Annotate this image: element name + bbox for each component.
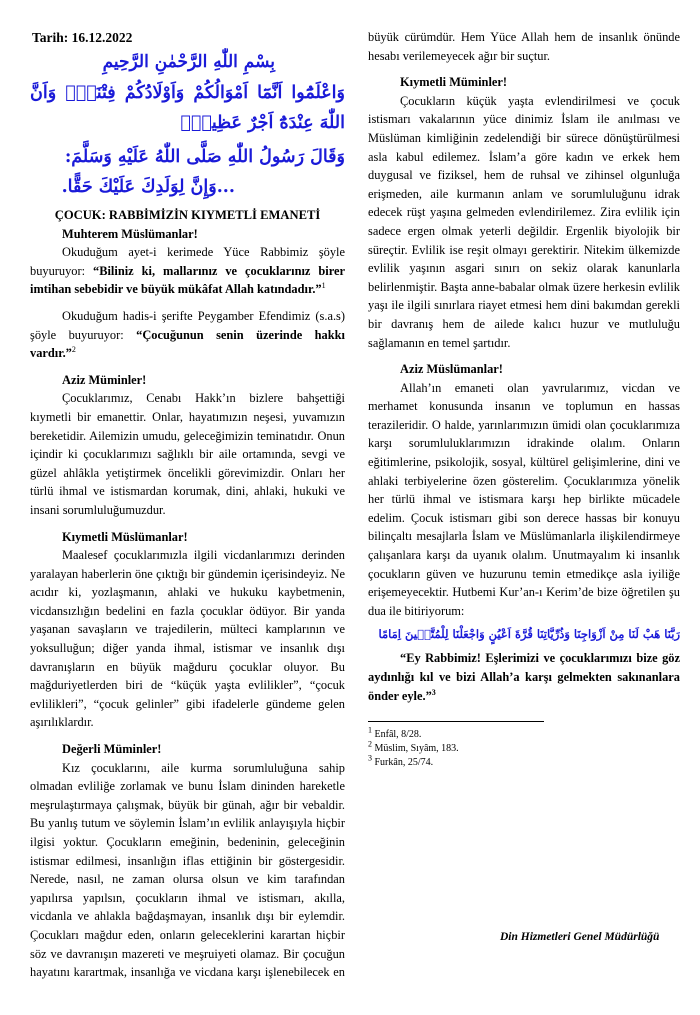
hadis-translation: “Çocuğunun senin üzerinde hakkı vardır.” bbox=[30, 327, 345, 361]
paragraph: Allah’ın emaneti olan yavrularımız, vicdan ve merhamet konusunda insanın ve toplumun en hassas terazileridir. O halde, yarınlarımızın ümidi olan çocuklarımıza karşı sorumluluklarımızın idrakinde olalım. Onların eğitimlerine, psikolojik, sosyal, kültürel gelişimlerine, dini ve ahlaki terbiyelerine özen gösterelim. Çocuklarımıza yönelik her türlü ihmal ve istismara karşı hep birlikte mücadele edelim. Çocuk istismarı gibi son derece hassas bir konuyu bilinçaltı mesajlarla İslam ve Müslümanlarla ilişkilendirmeye çalışanlara karşı da uyanık olalım. Unutmayalım ki insanlık çocukların güven ve huzurunu temin etmedikçe asla iyiliğe erişemeyecektir. Hutbemi Kur’an-ı Kerim’de bize öğretilen şu dua ile bitiriyorum: bbox=[368, 380, 680, 618]
dua-translation-text: “Ey Rabbimiz! Eşlerimizi ve çocuklarımızı bize göz aydınlığı kıl ve bizi Allah’a karşı gelmekten sakınanlara önder eyle.” bbox=[368, 651, 680, 703]
basmala-calligraphy: بِسْمِ اللّٰهِ الرَّحْمٰنِ الرَّحِيمِ bbox=[102, 52, 275, 72]
footnote-ref: 3 bbox=[431, 687, 436, 697]
dua-arabic: رَبَّنَا هَبْ لَنَا مِنْ اَزْوَاجِنَا وَذُرِّيَّاتِنَا قُرَّةَ اَعْيُنٍ وَاجْعَلْنَا لِلْمُتَّق۪ينَ اِمَامًا bbox=[378, 627, 680, 642]
paragraph: Çocuklarımız, Cenabı Hakk’ın bizlere bahşettiği kıymetli bir emanettir. Onlar, hayatımızın neşesi, yuvamızın bereketidir. Ailemizin umudu, geleceğimizin teminatıdır. Onun içindir ki çocuklarımızı sağlıklı bir aile ortamında, sevgi ve güzel ahlâkla yetiştirmek öncelikli görevimizdir. Onları her türlü ihmal ve istismardan korumak, dini, ahlaki, hukuki ve insani sorumluluğumuzdur. bbox=[30, 391, 345, 517]
hadis-arabic: ...وَإِنَّ لِوَلَدِكَ عَلَيْكَ حَقًّا. bbox=[61, 177, 235, 197]
footnote-text: Müslim, Sıyâm, 183. bbox=[372, 743, 459, 755]
paragraph: Okuduğum hadis-i şerifte Peygamber Efendimiz (s.a.s) şöyle buyuruyor: “Çocuğunun senin üzerinde hakkı vardır.”$^2$ bbox=[30, 308, 345, 361]
section-heading: Değerli Müminler! bbox=[62, 742, 162, 757]
footnote-text: Furkân, 25/74. bbox=[372, 757, 434, 769]
paragraph: Okuduğum ayet-i kerimede Yüce Rabbimiz şöyle buyuruyor: “Biliniz ki, mallarınız ve çocuklarınız birer imtihan sebebidir ve büyük mükâfat Allah katındadır.”$^1$ bbox=[30, 245, 345, 297]
footnote-ref: 2 bbox=[71, 345, 76, 355]
section-heading: Aziz Müminler! bbox=[62, 372, 147, 387]
footnote bbox=[368, 739, 680, 756]
paragraph: Maalesef çocuklarımızla ilgili vicdanlarımızı derinden yaralayan haberlerin öne çıktığı bir gündemin içerisindeyiz. Ne acıdır ki, yozlaşmanın, ahlaki ve hukuku kaybetmenin, vicdansızlığın bedelini en fazla çocuklar ödüyor. Bir yanda yaşanan savaşların ve trajedilerin, mülteci kamplarının ve yoksulluğun; diğer yanda ihmal, istismar ve insanlık dışı davranışların en büyük mağduru çocuklar oluyor. Bu mağduriyetlerden biri de “küçük yaşta evlilikler”, “çocuk evlilikleri”, “çocuk gelinler” gibi ifadelerle gündeme gelen aşırılıklardır. bbox=[30, 548, 345, 730]
footnote-ref: 1 bbox=[321, 281, 326, 291]
footnote-number: 3 bbox=[368, 753, 372, 763]
left-column bbox=[30, 28, 345, 982]
paragraph-continuation: büyük cürümdür. Hem Yüce Allah hem de insanlık önünde hesabı verilemeyecek ağır bir suçtur. bbox=[368, 30, 680, 63]
footnote-text: Enfâl, 8/28. bbox=[372, 729, 422, 741]
paragraph: Kız çocuklarını, aile kurma sorumluluğuna sahip olmadan evliliğe zorlamak ve bunu İslam dininden hareketle meşrulaştırmaya çalışmak, büyük bir günah, ağır bir vebaldir. Bu yanlış tutum ve söylemin İslam’ın evlilik anlayışıyla hiçbir ilgisi yoktur. Çocukların emeğinin, bedeninin, geleceğinin istismar edilmesi, insanlığın iflas ettiğinin bir göstergesidir. Nerede, nasıl, ne zaman olursa olsun ve kim tarafından yapılırsa yapılsın, çocukların ihmal ve istismarı, akılla, vicdanla ve ahlakla bağdaşmayan, insanlık dışı bir eylemdir. Çocukları mağdur eden, onların geleceklerini karartan hiçbir söz ve davranışın mazereti ve meşruiyeti olamaz. Bir çocuğun hayatını karartmak, insanlığa ve vicdana karşı işlenebilecek en bbox=[30, 760, 345, 980]
sermon-title: ÇOCUK: RABBİMİZİN KIYMETLİ EMANETİ bbox=[54, 208, 321, 222]
hadis-intro-arabic: وَقَالَ رَسُولُ اللّٰهِ صَلَّى اللّٰهُ عَلَيْهِ وَسَلَّمَ: bbox=[64, 147, 345, 167]
footnote bbox=[368, 725, 680, 742]
footnote-number: 2 bbox=[368, 739, 372, 749]
section-heading: Kıymetli Müslümanlar! bbox=[62, 529, 188, 544]
footnote-divider bbox=[368, 721, 544, 722]
signature: Din Hizmetleri Genel Müdürlüğü bbox=[500, 931, 660, 943]
section-heading: Kıymetli Müminler! bbox=[400, 75, 508, 90]
paragraph: Çocukların küçük yaşta evlendirilmesi ve çocuk istismarı vakalarının yüce dinimiz İslam ile anılması ve Müslüman kimliğinin zedelendiği bir sürece dönüştürülmesi asla kabul edilemez. İslam’a göre kadın ve erkek hem duygusal ve fiziksel, hem de ruhsal ve zihinsel olgunluğa erişmeden, aile kurmanın anlam ve sorumluluğunu idrak edecek rüşt yaşına gelmeden evlendirilemez. Zira evlilik için sadece ergen olmak yeterli değildir. Ergenlik biyolojik bir süreçtir. Evlilik ise reşit olmayı gerektirir. Nitekim ülkemizde evlilik yaşının asgari sınırı on sekiz olarak kanunlarla belirlenmiştir. Başta anne-babalar olmak üzere herkesin evlilik yaşı ile ilgili sınırlara riayet etmesi hem dini bakımdan gerekli bir davranış hem de ailede kalıcı huzur ve mutluluğu sağlamanın en temel şartıdır. bbox=[368, 93, 680, 350]
date-label: Tarih: 16.12.2022 bbox=[32, 30, 133, 45]
section-heading: Muhterem Müslümanlar! bbox=[62, 226, 198, 241]
right-column bbox=[368, 28, 680, 770]
dua-translation bbox=[368, 649, 680, 705]
section-heading: Aziz Müslümanlar! bbox=[400, 362, 503, 377]
footnote-number: 1 bbox=[368, 725, 372, 735]
footnote bbox=[368, 753, 680, 770]
ayet-translation: “Biliniz ki, mallarınız ve çocuklarınız birer imtihan sebebidir ve büyük mükâfat Allah katındadır.” bbox=[30, 263, 345, 297]
ayet-arabic: وَاعْلَمُٓوا اَنَّمَٓا اَمْوَالُكُمْ وَاَوْلَادُكُمْ فِتْنَةٌۙ وَاَنَّ اللّٰهَ عِنْدَهُٓ اَجْرٌ عَظِيمٌ۟ bbox=[30, 83, 345, 133]
